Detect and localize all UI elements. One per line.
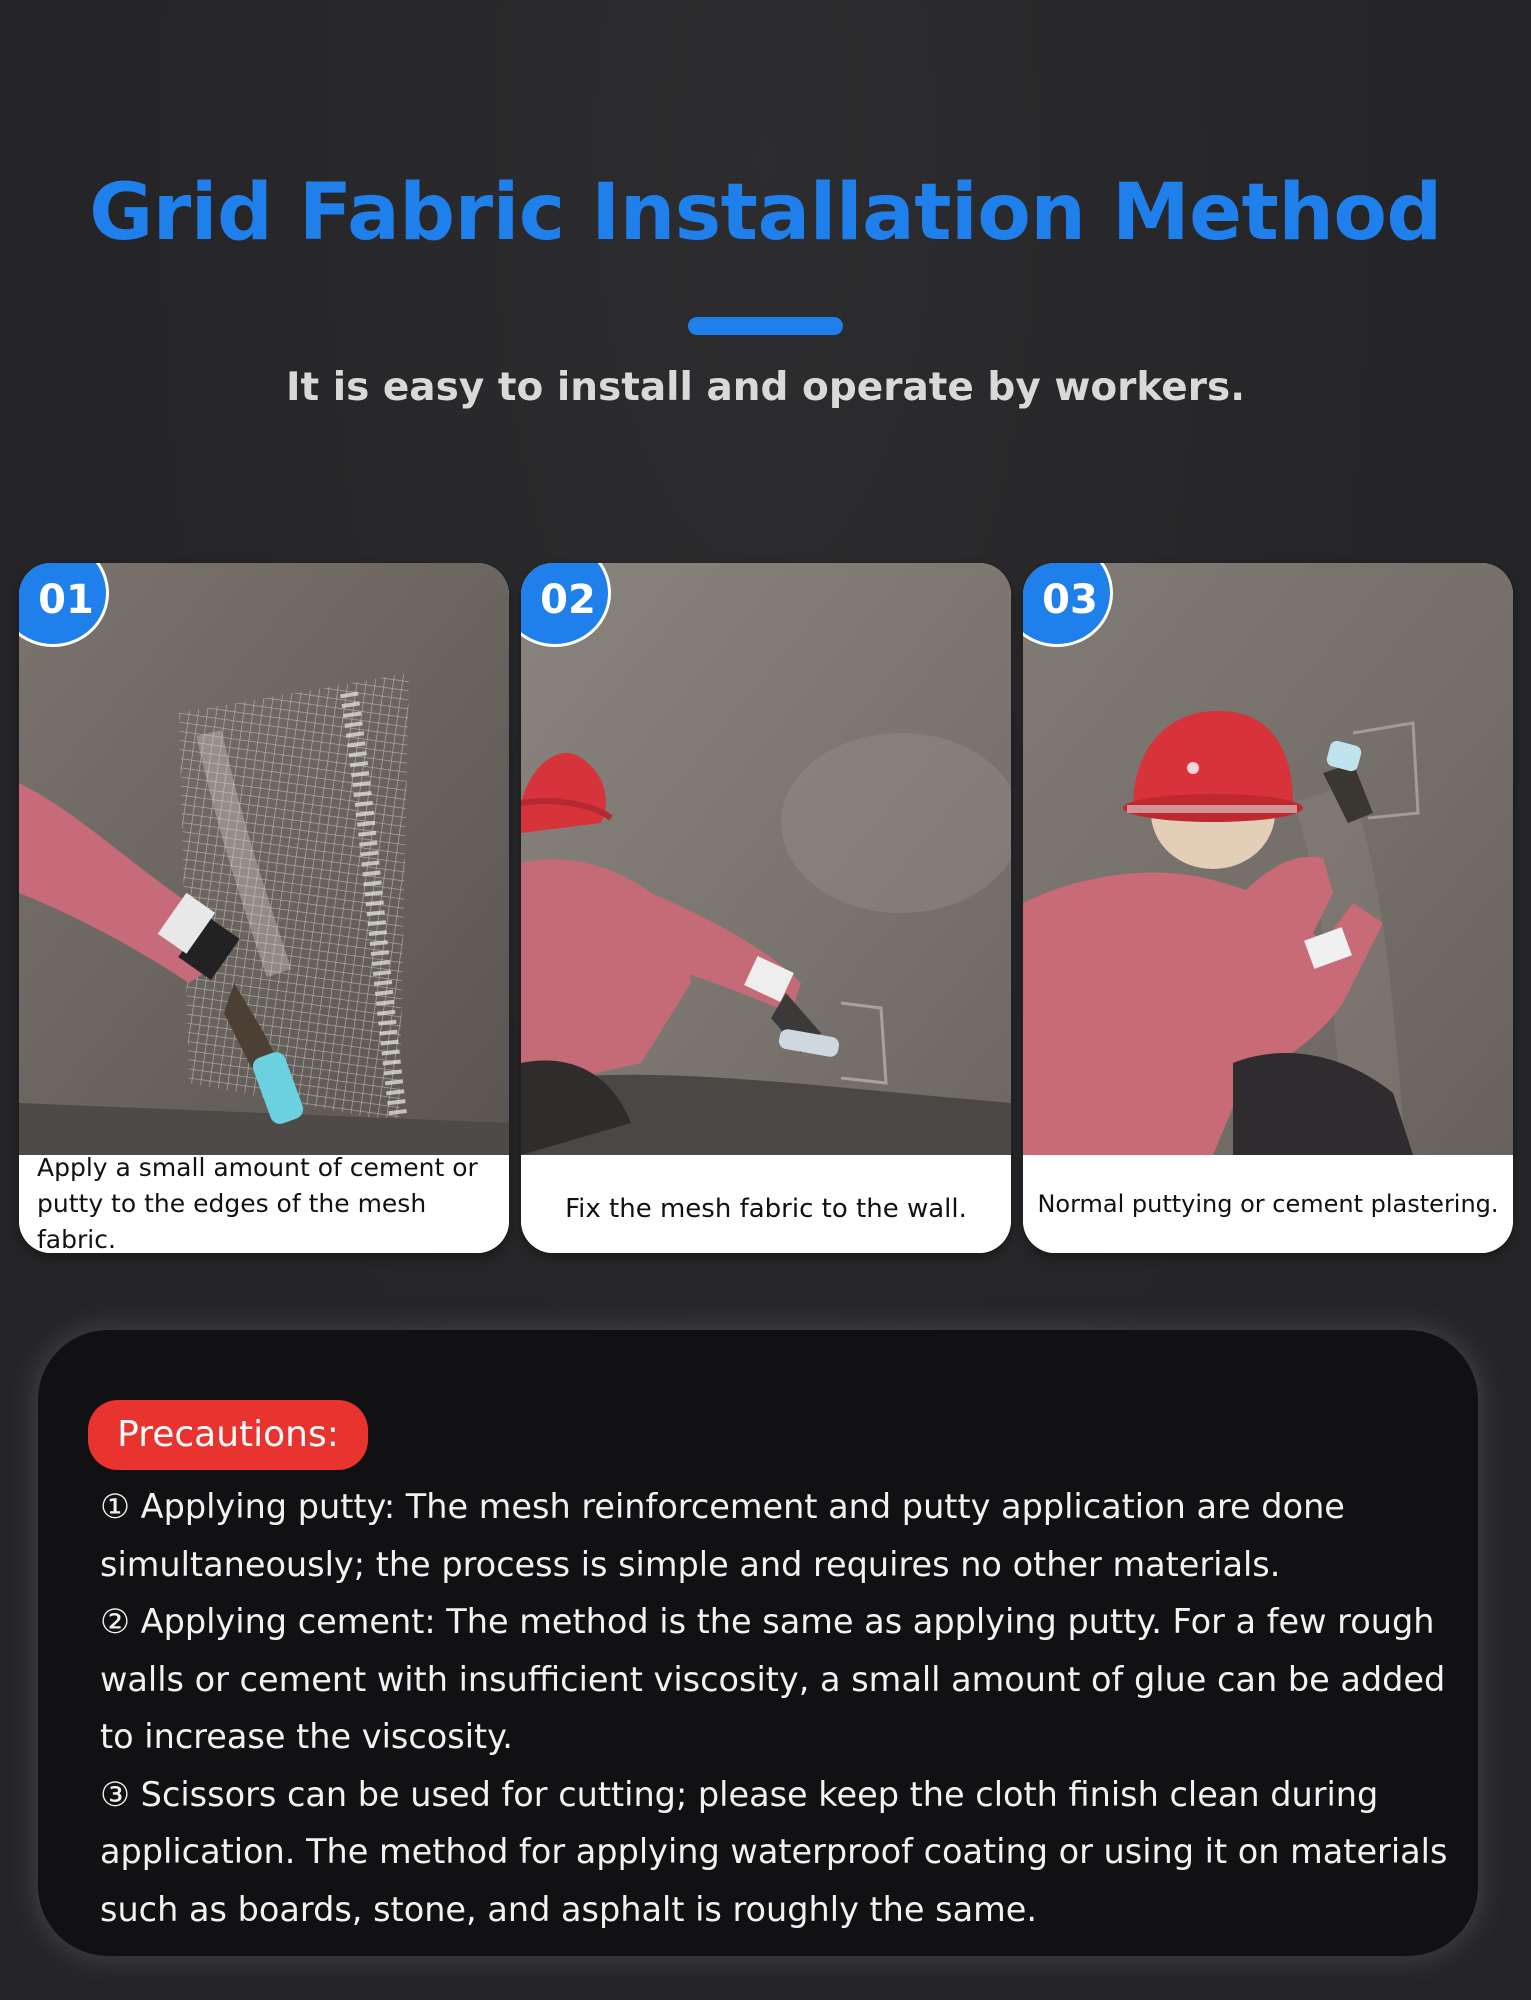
precaution-item-1: ① Applying putty: The mesh reinforcement and putty application are done simultaneously; the process is simple and requires no other materials. (100, 1487, 1345, 1584)
step-caption-2 (521, 1155, 1011, 1253)
step-number: 02 (540, 577, 596, 623)
precautions-panel (38, 1330, 1478, 1956)
step-card-2 (521, 563, 1011, 1253)
step-1-photo (19, 563, 509, 1155)
step-caption-text: Fix the mesh fabric to the wall. (565, 1194, 967, 1224)
precaution-item-3: ③ Scissors can be used for cutting; please keep the cloth finish clean during application. The method for applying waterproof coating or using it on materials such as boards, stone, and asphalt is roughly the same. (100, 1774, 1448, 1929)
page-subtitle: It is easy to install and operate by workers. (285, 365, 1246, 410)
precaution-item-2: ② Applying cement: The method is the same as applying putty. For a few rough walls or cement with insufficient viscosity, a small amount of glue can be added to increase the viscosity. (100, 1602, 1446, 1756)
step-caption-text: Normal puttying or cement plastering. (1037, 1190, 1499, 1218)
step-3-photo (1023, 563, 1513, 1155)
step-card-1 (19, 563, 509, 1253)
step-card-3 (1023, 563, 1513, 1253)
precautions-tag: Precautions: (88, 1400, 368, 1470)
step-caption-text: Apply a small amount of cement or putty to the edges of the mesh fabric. (37, 1153, 478, 1253)
step-number: 03 (1042, 577, 1098, 623)
step-caption-1 (19, 1155, 509, 1253)
step-number: 01 (38, 577, 94, 623)
precautions-list (100, 1478, 1450, 1938)
step-2-photo (521, 563, 1011, 1155)
title-underline-divider (688, 317, 843, 335)
step-caption-3 (1023, 1155, 1513, 1253)
page-title: Grid Fabric Installation Method (89, 168, 1442, 258)
